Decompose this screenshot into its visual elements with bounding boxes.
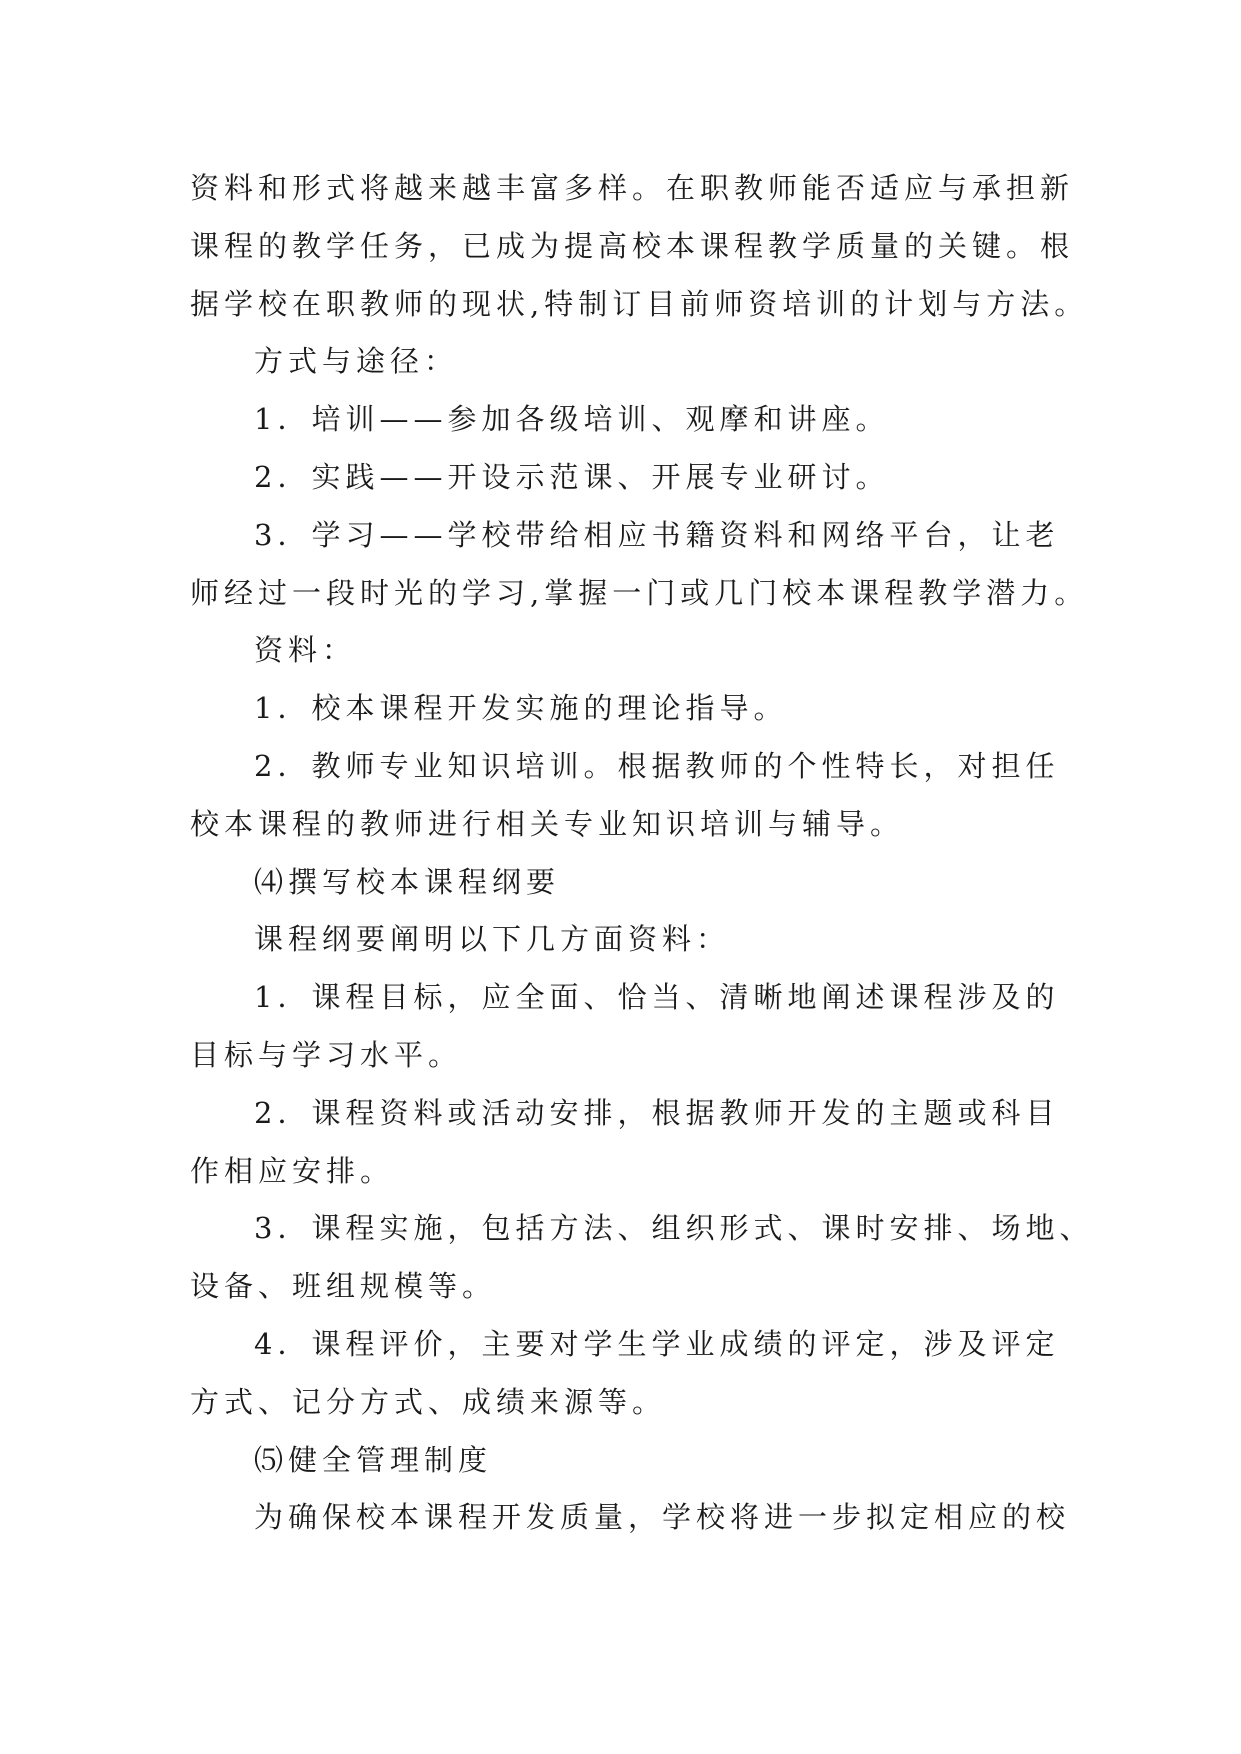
paragraph-line: 为确保校本课程开发质量，学校将进一步拟定相应的校 <box>254 1500 1071 1535</box>
list-item-line: 1．校本课程开发实施的理论指导。 <box>254 691 788 726</box>
section-heading: ⑸健全管理制度 <box>254 1442 493 1477</box>
paragraph-line: 课程的教学任务，已成为提高校本课程教学质量的关键。根 <box>190 228 1075 263</box>
paragraph-line: 资料和形式将越来越丰富多样。在职教师能否适应与承担新 <box>190 171 1075 205</box>
list-item-line: 2．实践——开设示范课、开展专业研讨。 <box>254 459 890 494</box>
paragraph-line: 校本课程的教师进行相关专业知识培训与辅导。 <box>190 806 905 841</box>
paragraph-line: 据学校在职教师的现状,特制订目前师资培训的计划与方法。 <box>190 286 1089 321</box>
list-item-line: 2．课程资料或活动安排，根据教师开发的主题或科目 <box>254 1095 1060 1130</box>
paragraph-line: 方式、记分方式、成绩来源等。 <box>190 1384 667 1419</box>
paragraph-line: 作相应安排。 <box>190 1153 395 1188</box>
paragraph-line: 方式与途径： <box>254 344 459 379</box>
list-item-line: 3．课程实施，包括方法、组织形式、课时安排、场地、 <box>254 1211 1094 1246</box>
paragraph-line: 设备、班组规模等。 <box>190 1269 497 1304</box>
list-item-line: 2．教师专业知识培训。根据教师的个性特长，对担任 <box>254 748 1060 783</box>
list-item-line: 4．课程评价，主要对学生学业成绩的评定，涉及评定 <box>254 1326 1060 1361</box>
paragraph-line: 师经过一段时光的学习,掌握一门或几门校本课程教学潜力。 <box>190 575 1089 610</box>
list-item-line: 1．培训——参加各级培训、观摩和讲座。 <box>254 402 890 437</box>
list-item-line: 1．课程目标，应全面、恰当、清晰地阐述课程涉及的 <box>254 980 1060 1015</box>
paragraph-line: 目标与学习水平。 <box>190 1037 463 1072</box>
paragraph-line: 资料： <box>254 633 357 668</box>
paragraph-line: 课程纲要阐明以下几方面资料： <box>254 922 731 957</box>
section-heading: ⑷撰写校本课程纲要 <box>254 864 561 899</box>
body-text <box>190 160 1094 1547</box>
list-item-line: 3．学习——学校带给相应书籍资料和网络平台，让老 <box>254 517 1060 552</box>
